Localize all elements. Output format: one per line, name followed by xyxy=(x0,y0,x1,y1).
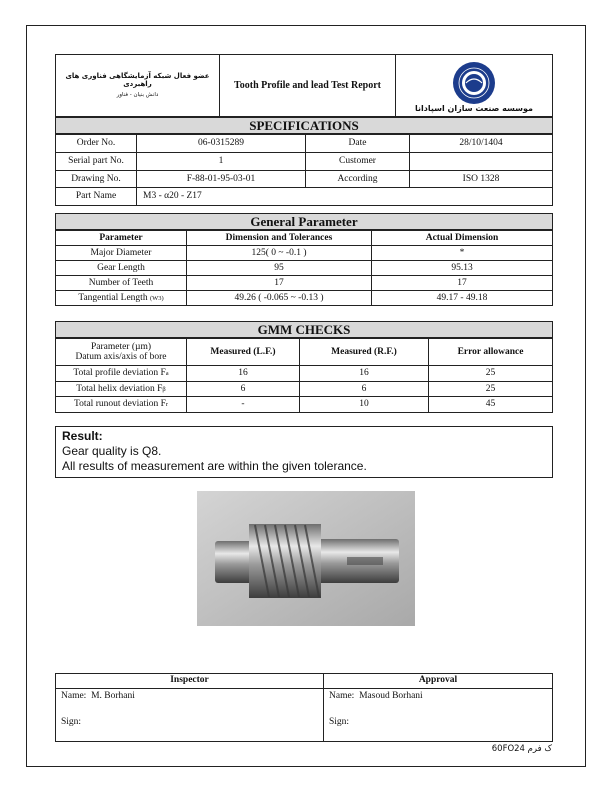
company-name: موسسه صنعت سازان اسپادانا xyxy=(415,103,533,113)
gmm-allow: 25 xyxy=(429,366,553,382)
approval-cell xyxy=(324,689,553,742)
general-row xyxy=(56,261,553,276)
general-parameter-table xyxy=(55,230,553,306)
gmm-checks-table xyxy=(55,338,553,413)
general-col-dimension: Dimension and Tolerances xyxy=(187,231,372,246)
result-box xyxy=(55,426,553,478)
general-actual: * xyxy=(372,246,553,261)
drawing-label: Drawing No. xyxy=(56,170,137,188)
date-value: 28/10/1404 xyxy=(410,135,553,153)
gear-photo xyxy=(197,491,415,626)
result-line2: All results of measurement are within the given tolerance. xyxy=(62,459,367,473)
according-label: According xyxy=(306,170,410,188)
gmm-lf: 6 xyxy=(187,381,300,397)
general-dim: 17 xyxy=(187,276,372,291)
general-param: Major Diameter xyxy=(56,246,187,261)
gmm-lf: - xyxy=(187,397,300,413)
general-param-sub: (W3) xyxy=(149,294,164,302)
gmm-param-sub: r xyxy=(165,401,169,409)
gmm-param xyxy=(56,366,187,382)
result-line1: Gear quality is Q8. xyxy=(62,444,162,458)
general-row xyxy=(56,276,553,291)
customer-value xyxy=(410,152,553,170)
part-label: Part Name xyxy=(56,188,137,206)
drawing-value: F-88-01-95-03-01 xyxy=(137,170,306,188)
specifications-table xyxy=(55,134,553,206)
general-param: Number of Teeth xyxy=(56,276,187,291)
general-dim: 95 xyxy=(187,261,372,276)
gmm-lf: 16 xyxy=(187,366,300,382)
report-title: Tooth Profile and lead Test Report xyxy=(234,79,381,91)
gear-shaft-image xyxy=(197,491,415,626)
general-row xyxy=(56,291,553,306)
inspector-name: M. Borhani xyxy=(91,691,135,701)
gmm-col-rf: Measured (R.F.) xyxy=(300,339,429,366)
inspector-sign-label: Sign: xyxy=(61,717,82,728)
company-logo xyxy=(452,61,496,105)
gmm-row xyxy=(56,381,553,397)
header-center-cell xyxy=(220,55,396,117)
gmm-param-sub: a xyxy=(165,370,169,378)
header-left-subtitle: دانش بنیان - فناور xyxy=(116,91,159,98)
general-parameter-title: General Parameter xyxy=(55,213,553,230)
gmm-param xyxy=(56,397,187,413)
gmm-param xyxy=(56,381,187,397)
inspector-name-line xyxy=(61,691,318,701)
gmm-param-sub: β xyxy=(162,385,166,393)
serial-label: Serial part No. xyxy=(56,152,137,170)
gmm-col-lf: Measured (L.F.) xyxy=(187,339,300,366)
general-param-text: Tangential Length xyxy=(78,292,148,303)
part-value: M3 - α20 - Z17 xyxy=(137,188,553,206)
general-param xyxy=(56,291,187,306)
according-value: ISO 1328 xyxy=(410,170,553,188)
approval-sign-label: Sign: xyxy=(329,717,350,728)
date-label: Date xyxy=(306,135,410,153)
header-table xyxy=(55,54,553,117)
gmm-allow: 25 xyxy=(429,381,553,397)
general-col-parameter: Parameter xyxy=(56,231,187,246)
inspector-name-label: Name: xyxy=(61,691,87,701)
gmm-param-text: Total runout deviation F xyxy=(73,399,166,410)
order-label: Order No. xyxy=(56,135,137,153)
gmm-row xyxy=(56,366,553,382)
general-param: Gear Length xyxy=(56,261,187,276)
general-actual: 17 xyxy=(372,276,553,291)
signature-table xyxy=(55,673,553,742)
header-left-title: عضو فعال شبکه آزمایشگاهی فناوری های راهبردی xyxy=(65,72,210,88)
header-left-cell xyxy=(56,55,220,117)
general-actual: 95.13 xyxy=(372,261,553,276)
result-label: Result: xyxy=(62,429,103,443)
order-value: 06-0315289 xyxy=(137,135,306,153)
gmm-header-line1: Parameter (µm) xyxy=(90,341,152,352)
inspector-cell xyxy=(56,689,324,742)
header-right-cell xyxy=(396,55,553,117)
approval-name-label: Name: xyxy=(329,691,355,701)
gmm-rf: 6 xyxy=(300,381,429,397)
serial-value: 1 xyxy=(137,152,306,170)
specifications-title: SPECIFICATIONS xyxy=(55,117,553,134)
general-actual: 49.17 - 49.18 xyxy=(372,291,553,306)
customer-label: Customer xyxy=(306,152,410,170)
gmm-col-parameter xyxy=(56,339,187,366)
gmm-rf: 16 xyxy=(300,366,429,382)
approval-header: Approval xyxy=(324,674,553,689)
general-col-actual: Actual Dimension xyxy=(372,231,553,246)
general-dim: 125( 0 ~ -0.1 ) xyxy=(187,246,372,261)
gmm-param-text: Total helix deviation F xyxy=(76,383,163,394)
gmm-row xyxy=(56,397,553,413)
form-code: 60FO24 ک فرم xyxy=(491,744,552,754)
gmm-checks-title: GMM CHECKS xyxy=(55,321,553,338)
gmm-param-text: Total profile deviation F xyxy=(73,368,166,379)
approval-name-line xyxy=(329,691,547,701)
inspector-header: Inspector xyxy=(56,674,324,689)
gmm-rf: 10 xyxy=(300,397,429,413)
general-dim: 49.26 ( -0.065 ~ -0.13 ) xyxy=(187,291,372,306)
gmm-allow: 45 xyxy=(429,397,553,413)
gmm-header-line2: Datum axis/axis of bore xyxy=(75,352,167,362)
gmm-col-allowance: Error allowance xyxy=(429,339,553,366)
general-row xyxy=(56,246,553,261)
approval-name: Masoud Borhani xyxy=(359,691,423,701)
